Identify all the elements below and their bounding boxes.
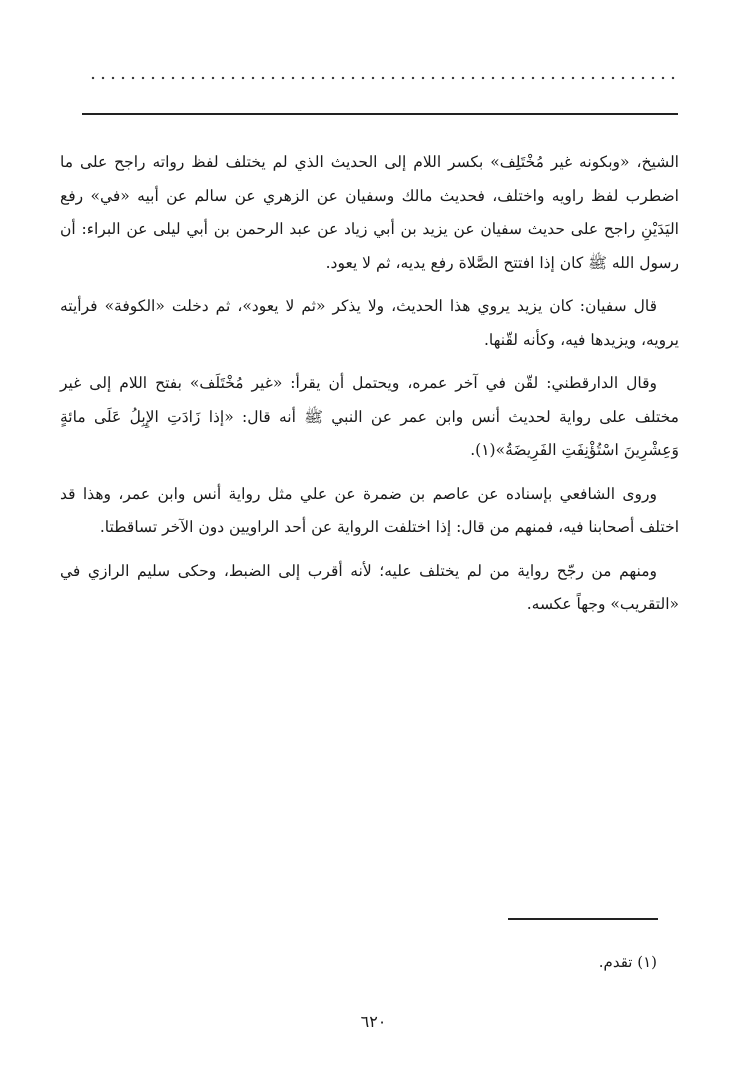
paragraph-2: قال سفيان: كان يزيد يروي هذا الحديث، ولا يذكر «ثم لا يعود»، ثم دخلت «الكوفة» فرأيته يرويه، ويزيدها فيه، وكأنه لقّنها. bbox=[60, 297, 679, 349]
footnote: (١) تقدم. bbox=[598, 953, 657, 971]
main-text bbox=[60, 146, 679, 632]
paragraph-4: وروى الشافعي بإسناده عن عاصم بن ضمرة عن علي مثل رواية أنس وابن عمر، وهذا قد اختلف أصحابنا فيه، فمنهم من قال: إذا اختلفت الرواية عن أحد الراويين دون الآخر تساقطتا. bbox=[60, 484, 679, 536]
paragraph-3: وقال الدارقطني: لقّن في آخر عمره، ويحتمل أن يقرأ: «غير مُخْتَلَف» بفتح اللام إلى غير مختلف على رواية لحديث أنس وابن عمر عن النبي ﷺ أنه قال: «إذا زَادَتِ الإِبِلُ عَلَى مائةٍ وَعِشْرِينَ اسْتُؤْنِفَتِ الفَرِيضَةُ»(١). bbox=[60, 374, 679, 459]
header-dot-leader bbox=[88, 76, 676, 80]
footnote-rule bbox=[508, 918, 658, 920]
paragraph-1: الشيخ، «وبكونه غير مُخْتَلِف» بكسر اللام إلى الحديث الذي لم يختلف لفظ رواته راجح على ما اضطرب لفظ راويه واختلف، فحديث مالك وسفيان عن الزهري عن سالم عن أبيه «في» رفع اليَدَيْنِ راجح على حديث سفيان عن يزيد بن أبي زياد عن عبد الرحمن بن أبي ليلى عن البراء: أن رسول الله ﷺ كان إذا افتتح الصَّلاة رفع يديه، ثم لا يعود. bbox=[60, 153, 679, 272]
paragraph-5: ومنهم من رجّح رواية من لم يختلف عليه؛ لأنه أقرب إلى الضبط، وحكى سليم الرازي في «التقريب» وجهاً عكسه. bbox=[60, 561, 679, 613]
page-number: ٦٢٠ bbox=[360, 1012, 387, 1031]
header-rule bbox=[82, 113, 678, 115]
